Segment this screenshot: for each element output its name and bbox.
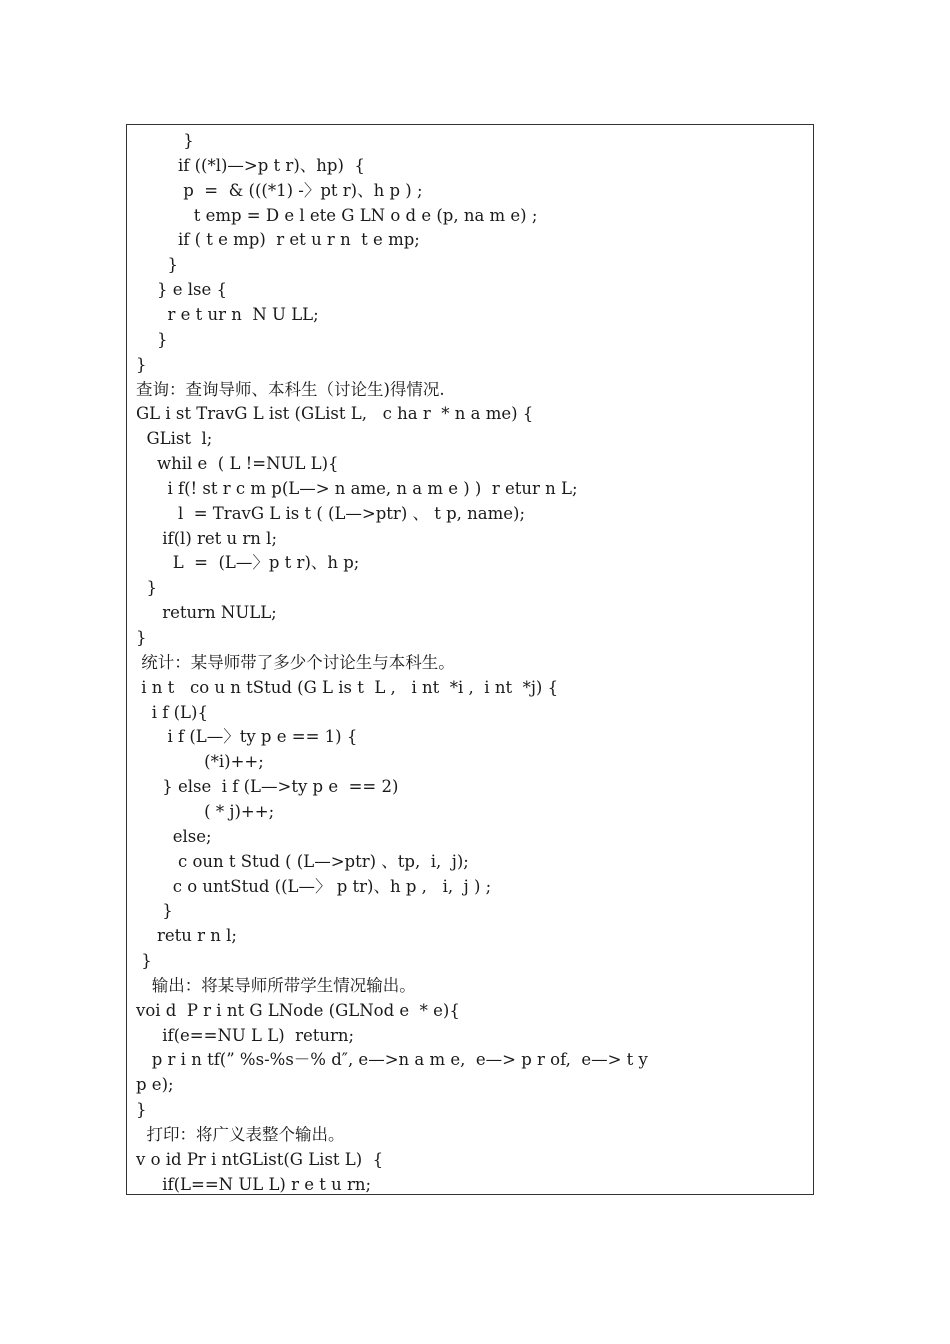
code-line: 打印：将广义表整个输出。 — [136, 1125, 345, 1144]
code-line: i f (L){ — [136, 702, 208, 722]
code-line: p = & (((*1) -〉pt r)、h p ) ; — [136, 180, 423, 200]
code-line: retu r n l; — [136, 926, 237, 946]
code-line: GList l; — [136, 429, 213, 449]
code-line: } — [136, 951, 152, 971]
code-line: } — [136, 131, 194, 150]
code-line: r e t ur n N U LL; — [136, 304, 319, 324]
code-line: c o untStud ((L—〉 p tr)、h p , i, j ) ; — [136, 876, 492, 896]
code-line: if(l) ret u rn l; — [136, 528, 277, 548]
code-line: } e lse { — [136, 280, 227, 300]
code-line: voi d P r i nt G LNode (GLNod e * e){ — [136, 1000, 460, 1020]
code-line: GL i st TravG L ist (GList L, c ha r * n a me) { — [136, 404, 534, 424]
code-line: i f (L—〉ty p e == 1) { — [136, 727, 358, 747]
code-line: if ((*l)—>p t r)、hp) { — [136, 155, 365, 175]
code-line: p r i n tf(” %s-%s－% d″, e—>n a m e, e—> p r of, e—> t y — [136, 1050, 648, 1070]
code-line: ( * j)++; — [136, 801, 275, 821]
code-line: if ( t e mp) r et u r n t e mp; — [136, 230, 420, 250]
code-line: } — [136, 628, 147, 647]
code-line: } — [136, 901, 173, 921]
code-line: if(e==NU L L) return; — [136, 1025, 355, 1045]
code-line: return NULL; — [136, 603, 277, 623]
code-line: i n t co u n tStud (G L is t L , i nt *i , i nt *j) { — [136, 677, 559, 697]
code-line: } else i f (L—>ty p e == 2) — [136, 777, 399, 797]
code-line: } — [136, 578, 157, 598]
code-line: } — [136, 354, 147, 374]
code-line: whil e ( L !=NUL L){ — [136, 454, 339, 474]
code-line: } — [136, 255, 178, 275]
code-line: if(L==N UL L) r e t u rn; — [136, 1174, 372, 1194]
code-line: c oun t Stud ( (L—>ptr) 、tp, i, j); — [136, 851, 469, 871]
code-line: l = TravG L is t ( (L—>ptr) 、 t p, name); — [136, 503, 526, 523]
code-line: 统计：某导师带了多少个讨论生与本科生。 — [136, 652, 455, 672]
code-line: else; — [136, 826, 212, 846]
code-line: i f(! st r c m p(L—> n ame, n a m e ) ) r etur n L; — [136, 478, 578, 498]
code-line: } — [136, 329, 168, 349]
code-line: (*i)++; — [136, 752, 264, 772]
code-line: t emp = D e l ete G LN o d e (p, na m e) ; — [136, 205, 538, 225]
code-line: 查询：查询导师、本科生（讨论生)得情况. — [136, 379, 445, 399]
code-line: L = (L—〉p t r)、h p; — [136, 553, 360, 573]
code-line: } — [136, 1100, 147, 1120]
code-line: p e); — [136, 1075, 174, 1095]
code-line: v o id Pr i ntGList(G List L) { — [136, 1149, 384, 1169]
code-frame — [126, 124, 814, 1195]
code-line: 输出：将某导师所带学生情况输出。 — [136, 975, 416, 995]
